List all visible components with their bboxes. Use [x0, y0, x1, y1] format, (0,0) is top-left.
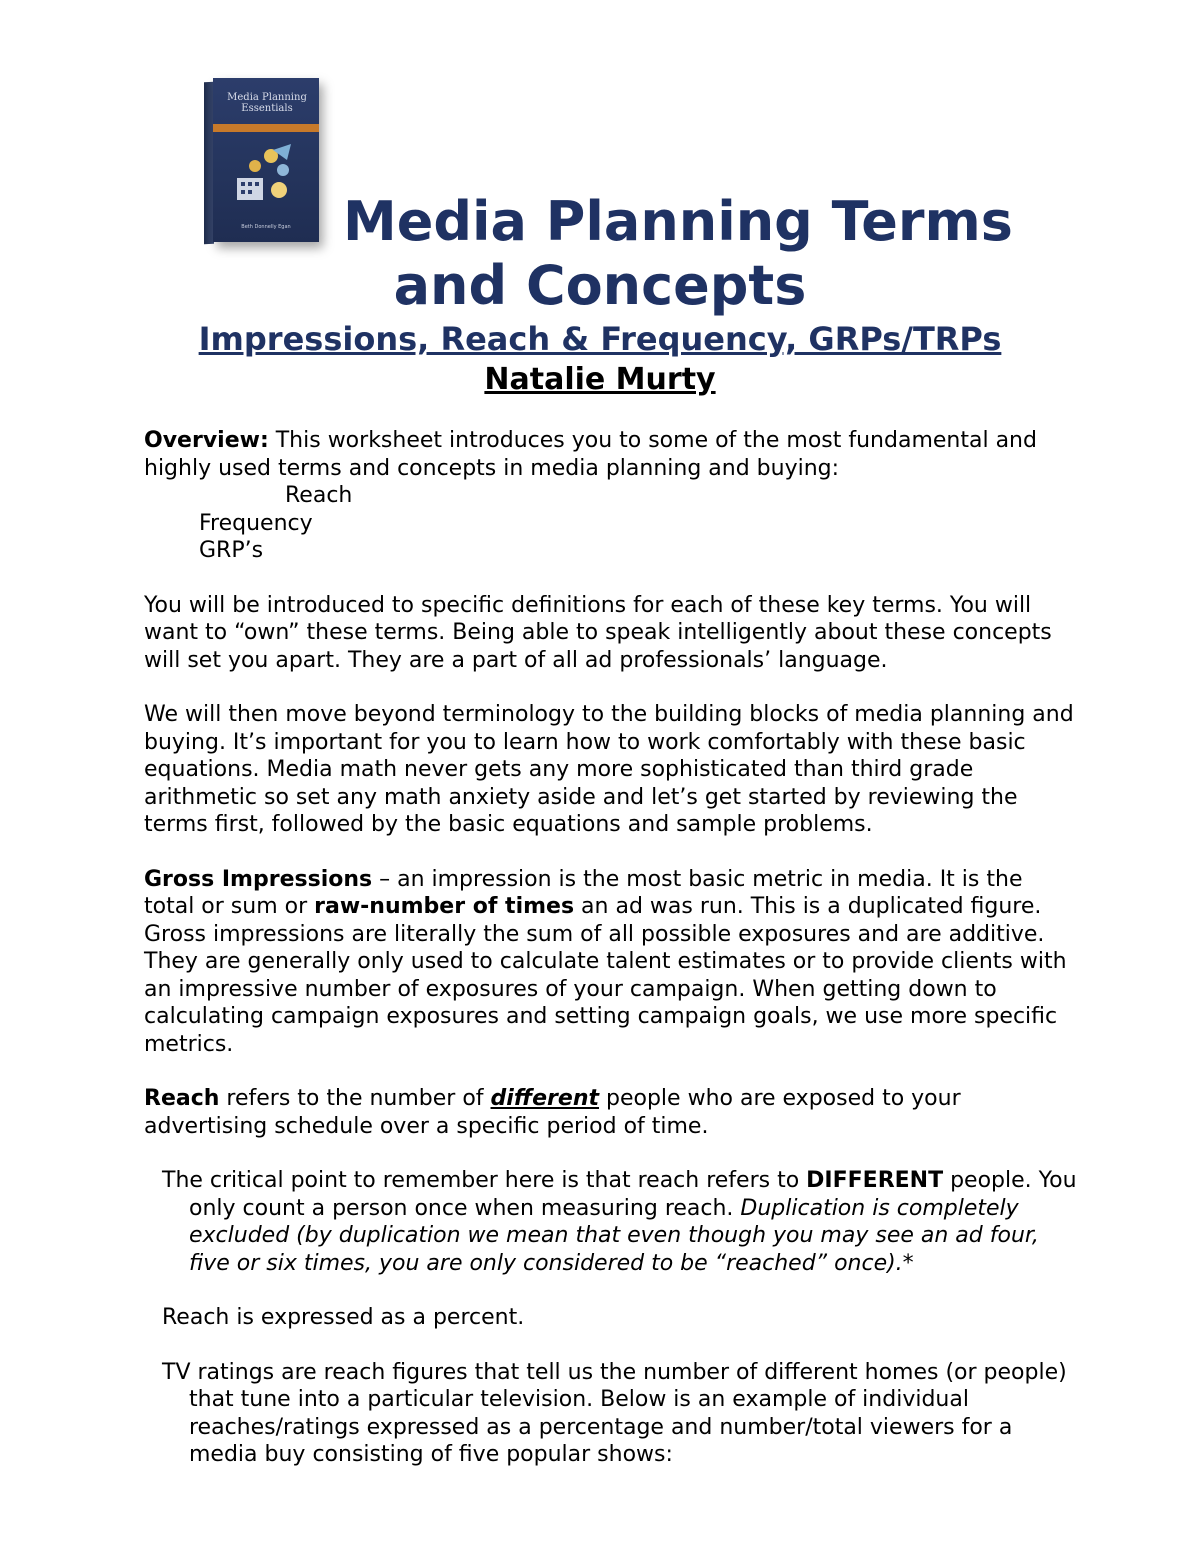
- critical-point-paragraph: [128, 1167, 1078, 1277]
- document-body: [128, 427, 1078, 1469]
- intro-paragraph: You will be introduced to specific definitions for each of these key terms. You will want to “own” these terms. Being able to speak intelligently about these concepts will set you apart. They are a part of all ad professionals’ language.: [144, 592, 1052, 673]
- term-grps: GRP’s: [199, 538, 264, 563]
- overview-text: This worksheet introduces you to some of the most fundamental and highly used terms and concepts in media planning and buying:: [144, 428, 1037, 481]
- overview-paragraph: [128, 427, 1078, 482]
- term-reach: Reach: [285, 483, 353, 508]
- math-paragraph: We will then move beyond terminology to the building blocks of media planning and buying. It’s important for you to learn how to work comfortably with these basic equations. Media math never gets any more sophisticated than third grade arithmetic so set any math anxiety aside and let’s get started by reviewing the terms first, followed by the basic equations and sample problems.: [144, 702, 1074, 837]
- reach-emphasis: different: [490, 1086, 600, 1111]
- critical-text-1: The critical point to remember here is that reach refers to: [162, 1168, 807, 1193]
- reach-percent-paragraph: Reach is expressed as a percent.: [162, 1305, 525, 1330]
- page-title-line2: and Concepts: [393, 254, 807, 317]
- gross-impressions-label: Gross Impressions: [144, 866, 373, 892]
- reach-label: Reach: [144, 1086, 220, 1111]
- book-band: [213, 124, 319, 132]
- gross-impressions-paragraph: [128, 866, 1078, 1059]
- overview-label: Overview:: [144, 428, 269, 453]
- gross-text-1: – an impression is the most basic metric in media. It is the total or sum or: [144, 866, 1023, 919]
- gross-bold-phrase: raw-number of times: [314, 894, 575, 919]
- term-frequency: Frequency: [199, 510, 313, 536]
- critical-italic: Duplication is completely excluded (by duplication we mean that even though you may see an ad four, five or six times, you are only considered to be “reached” once).*: [189, 1195, 1039, 1276]
- reach-paragraph: [128, 1085, 1078, 1140]
- author-name: Natalie Murty: [484, 362, 716, 397]
- page-title-line1: Media Planning Terms: [343, 190, 1013, 253]
- critical-bold: DIFFERENT: [806, 1168, 944, 1193]
- gross-text-2: an ad was run. This is a duplicated figure. Gross impressions are literally the sum of all possible exposures and are additive. They are generally only used to calculate talent estimates or to provide clients with an impressive number of exposures of your campaign. When getting down to calculating campaign exposures and setting campaign goals, we use more specific metrics.: [144, 894, 1067, 1057]
- book-title: Media Planning Essentials: [227, 92, 307, 114]
- critical-text-2: people. You only count a person once when measuring reach.: [189, 1168, 1077, 1221]
- tv-ratings-paragraph: TV ratings are reach figures that tell us the number of different homes (or people) that tune into a particular television. Below is an example of individual reaches/ratings expressed as a percentage and number/total viewers for a media buy consisting of five popular shows:: [162, 1359, 1067, 1467]
- reach-text-2: people who are exposed to your advertising schedule over a specific period of time.: [144, 1086, 961, 1139]
- page-subtitle: Impressions, Reach & Frequency, GRPs/TRPs: [198, 320, 1002, 358]
- reach-text-1: refers to the number of: [219, 1086, 491, 1111]
- book-author: Beth Donnelly Egan: [241, 224, 291, 230]
